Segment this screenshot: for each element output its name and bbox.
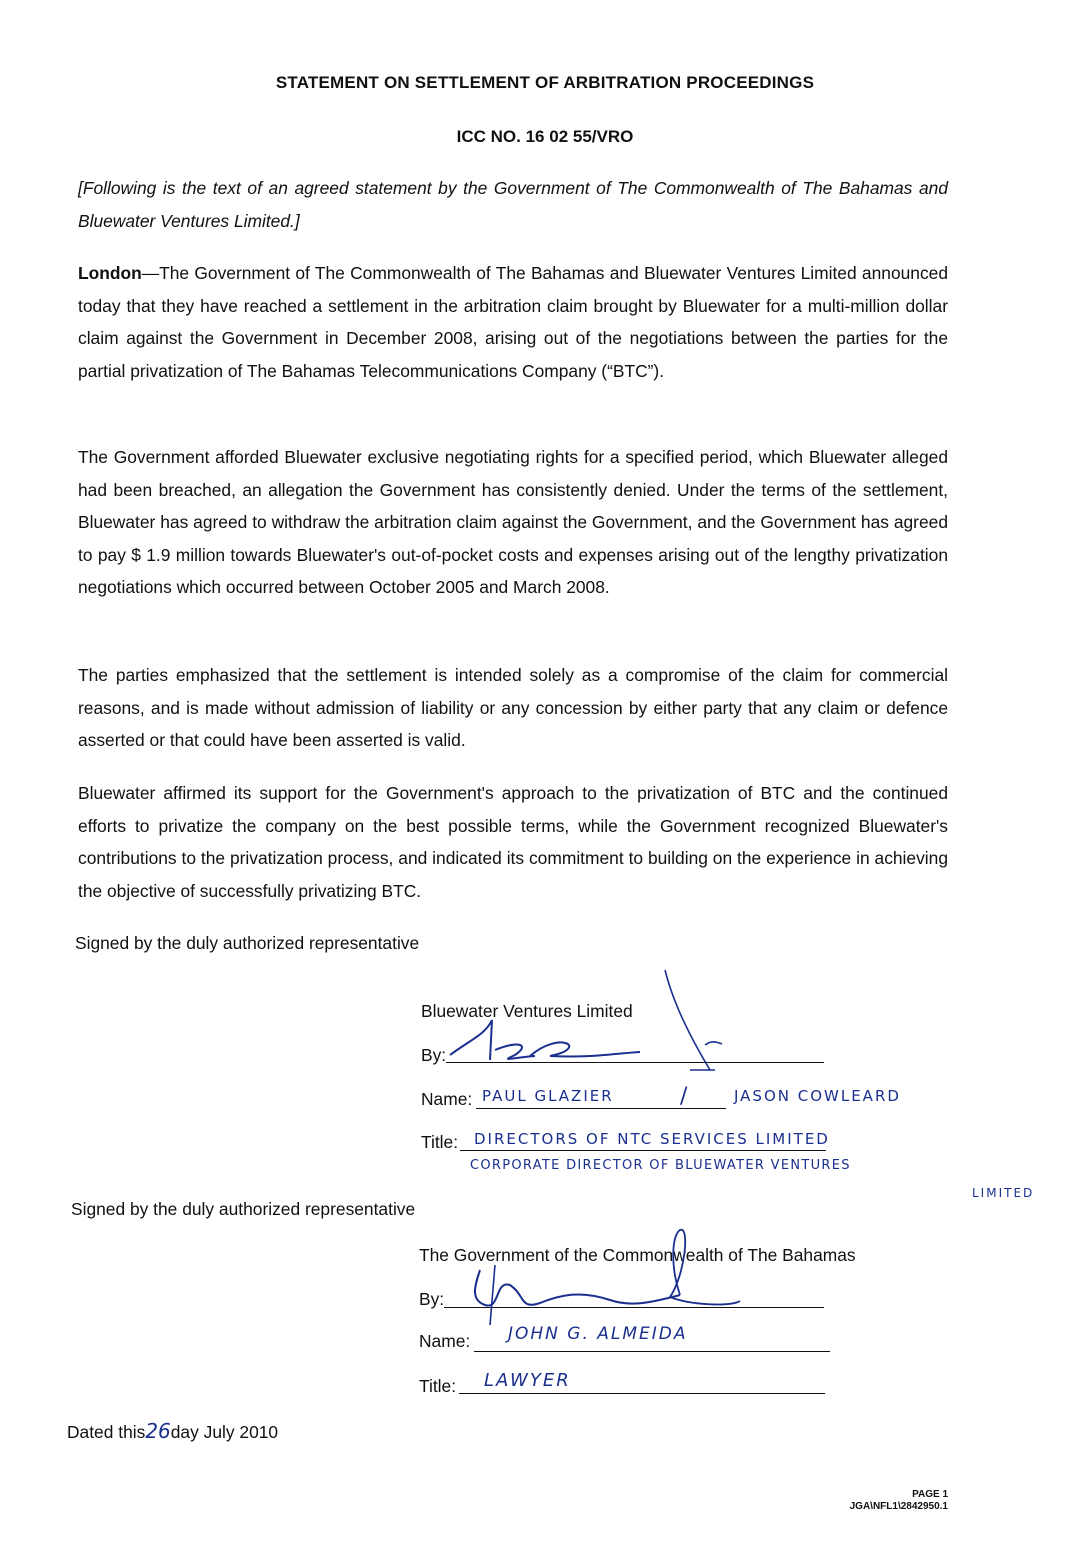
name-value-2: JOHN G. ALMEIDA — [508, 1324, 688, 1344]
title-label-2: Title: — [419, 1376, 457, 1396]
name-value-1b: JASON COWLEARD — [734, 1087, 901, 1105]
paragraph-1-text: —The Government of The Commonwealth of The Bahamas and Bluewater Ventures Limited announced today that they have reached a settlement in the arbitration claim brought by Bluewater for a multi-million dollar claim against the Government in December 2008, arising out of the negotiations between the parties for the partial privatization of The Bahamas Telecommunications Company (“BTC”). — [78, 263, 948, 381]
party-name-1: Bluewater Ventures Limited — [421, 1001, 633, 1021]
dated-suffix: day July 2010 — [170, 1422, 279, 1442]
paragraph-1-lead: London — [78, 263, 142, 283]
name-line-2 — [474, 1351, 830, 1352]
title-line-2 — [459, 1393, 825, 1394]
signature-2 — [440, 1225, 760, 1335]
name-value-1a: PAUL GLAZIER — [482, 1087, 614, 1105]
signed-by-label-2: Signed by the duly authorized representative — [71, 1199, 416, 1219]
dated-day: 26 — [145, 1419, 171, 1443]
paragraph-3: The parties emphasized that the settlement is intended solely as a compromise of the claim for commercial reasons, and is made without admission of liability or any concession by either party that any claim or defence asserted or that could have been asserted is valid. — [78, 665, 948, 751]
title-line-1 — [460, 1150, 826, 1151]
party-name-2: The Government of the Commonwealth of The Bahamas — [419, 1245, 856, 1265]
paragraph-2: The Government afforded Bluewater exclusive negotiating rights for a specified period, which Bluewater alleged had been breached, an allegation the Government has consistently denied. Under the terms of the settlement, Bluewater has agreed to withdraw the arbitration claim against the Government, and the Government has agreed to pay $ 1.9 million towards Bluewater's out-of-pocket costs and expenses arising out of the lengthy privatization negotiations which occurred between October 2005 and March 2008. — [78, 447, 948, 598]
title-value-1a: DIRECTORS OF NTC SERVICES LIMITED — [474, 1130, 830, 1148]
signed-by-label-1: Signed by the duly authorized representative — [75, 933, 420, 953]
by-label-1: By: — [421, 1045, 447, 1065]
by-label-2: By: — [419, 1289, 445, 1309]
document-title: STATEMENT ON SETTLEMENT OF ARBITRATION PROCEEDINGS — [275, 73, 815, 92]
paragraph-1 — [78, 257, 948, 387]
page-number: PAGE 1 — [912, 1489, 948, 1500]
paragraph-4: Bluewater affirmed its support for the Government's approach to the privatization of BTC and the continued efforts to privatize the company on the best possible terms, while the Government recognized Bluewater's contributions to the privatization process, and indicated its commitment to building on the experience in achieving the objective of successfully privatizing BTC. — [78, 783, 948, 901]
name-separator-1: / — [680, 1084, 690, 1109]
title-label-1: Title: — [421, 1132, 459, 1152]
document-reference: JGA\NFL1\2842950.1 — [849, 1501, 948, 1512]
dated-line — [67, 1419, 278, 1443]
dated-prefix: Dated this — [67, 1422, 146, 1442]
case-number: ICC NO. 16 02 55/VRO — [456, 127, 634, 146]
title-value-1c: LIMITED — [972, 1186, 1035, 1200]
name-label-1: Name: — [421, 1089, 473, 1109]
title-value-1b: CORPORATE DIRECTOR OF BLUEWATER VENTURES — [470, 1158, 851, 1173]
name-label-2: Name: — [419, 1331, 471, 1351]
intro-paragraph: [Following is the text of an agreed statement by the Government of The Commonwealth of The Bahamas and Bluewater Ventures Limited.] — [78, 178, 948, 231]
title-value-2: LAWYER — [484, 1370, 571, 1391]
